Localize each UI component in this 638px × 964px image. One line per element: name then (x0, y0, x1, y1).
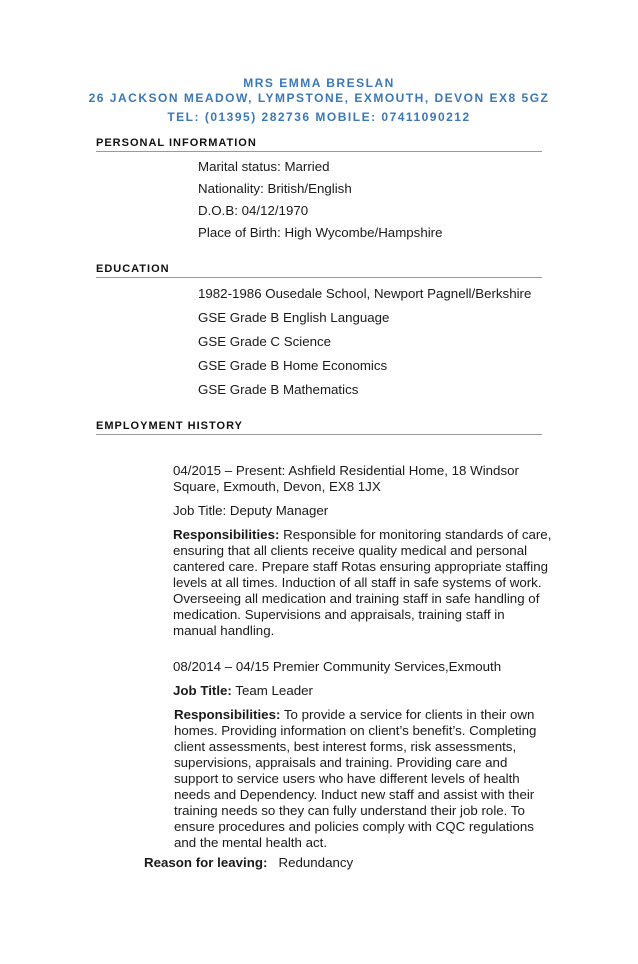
job-title-value: Team Leader (231, 683, 313, 698)
candidate-address: 26 JACKSON MEADOW, LYMPSTONE, EXMOUTH, DEVON EX8 5GZ (88, 91, 550, 105)
job-responsibilities: training needs so they can fully understand their job role. To (174, 803, 525, 818)
education-item: GSE Grade B Mathematics (198, 382, 359, 397)
responsibilities-text: Responsible for monitoring standards of care, (279, 527, 552, 542)
job-responsibilities: client assessments, best interest forms, risk assessments, (174, 739, 517, 754)
section-divider (96, 151, 542, 152)
job-dates-employer: Square, Exmouth, Devon, EX8 1JX (173, 479, 381, 494)
section-title-education: EDUCATION (96, 263, 170, 275)
job-responsibilities: support to service users who have different levels of health (174, 771, 520, 786)
job-responsibilities: manual handling. (173, 623, 275, 638)
section-divider (96, 434, 542, 435)
job-responsibilities: cantered care. Prepare staff Rotas ensuring appropriate staffing (173, 559, 549, 574)
reason-for-leaving (144, 855, 353, 871)
personal-item: Marital status: Married (198, 159, 330, 174)
candidate-phone: TEL: (01395) 282736 MOBILE: 07411090212 (167, 110, 471, 124)
reason-label: Reason for leaving: (144, 855, 268, 870)
job-title (173, 683, 313, 699)
candidate-name: MRS EMMA BRESLAN (243, 76, 395, 90)
job-responsibilities: levels at all times. Induction of all staff in safe systems of work. (173, 575, 542, 590)
job-dates-employer: 08/2014 – 04/15 Premier Community Services,Exmouth (173, 659, 502, 674)
job-title: Job Title: Deputy Manager (173, 503, 329, 518)
job-title-label: Job Title: (173, 683, 232, 698)
job-responsibilities: and the mental health act. (174, 835, 328, 850)
job-responsibilities: supervisions, appraisals and training. Providing care and (174, 755, 508, 770)
job-responsibilities: ensuring that all clients receive quality medical and personal (173, 543, 528, 558)
section-title-personal: PERSONAL INFORMATION (96, 137, 257, 149)
responsibilities-text: To provide a service for clients in their own (280, 707, 535, 722)
education-item: GSE Grade C Science (198, 334, 332, 349)
job-responsibilities: homes. Providing information on client’s benefit’s. Completing (174, 723, 537, 738)
job-responsibilities: medication. Supervisions and appraisals, training staff in (173, 607, 505, 622)
responsibilities-label: Responsibilities: (174, 707, 281, 722)
personal-item: Nationality: British/English (198, 181, 352, 196)
section-divider (96, 277, 542, 278)
personal-item: Place of Birth: High Wycombe/Hampshire (198, 225, 443, 240)
responsibilities-label: Responsibilities: (173, 527, 280, 542)
job-dates-employer: 04/2015 – Present: Ashfield Residential Home, 18 Windsor (173, 463, 519, 478)
section-title-employment: EMPLOYMENT HISTORY (96, 420, 243, 432)
education-item: GSE Grade B English Language (198, 310, 390, 325)
education-item: GSE Grade B Home Economics (198, 358, 388, 373)
job-responsibilities: ensure procedures and policies comply with CQC regulations (174, 819, 534, 834)
reason-value: Redundancy (267, 855, 354, 870)
job-responsibilities (174, 707, 534, 723)
job-responsibilities: needs and Dependency. Induct new staff and assist with their (174, 787, 535, 802)
job-responsibilities (173, 527, 551, 543)
job-responsibilities: Overseeing all medication and training staff in safe handling of (173, 591, 540, 606)
education-item: 1982-1986 Ousedale School, Newport Pagnell/Berkshire (198, 286, 532, 301)
personal-item: D.O.B: 04/12/1970 (198, 203, 309, 218)
